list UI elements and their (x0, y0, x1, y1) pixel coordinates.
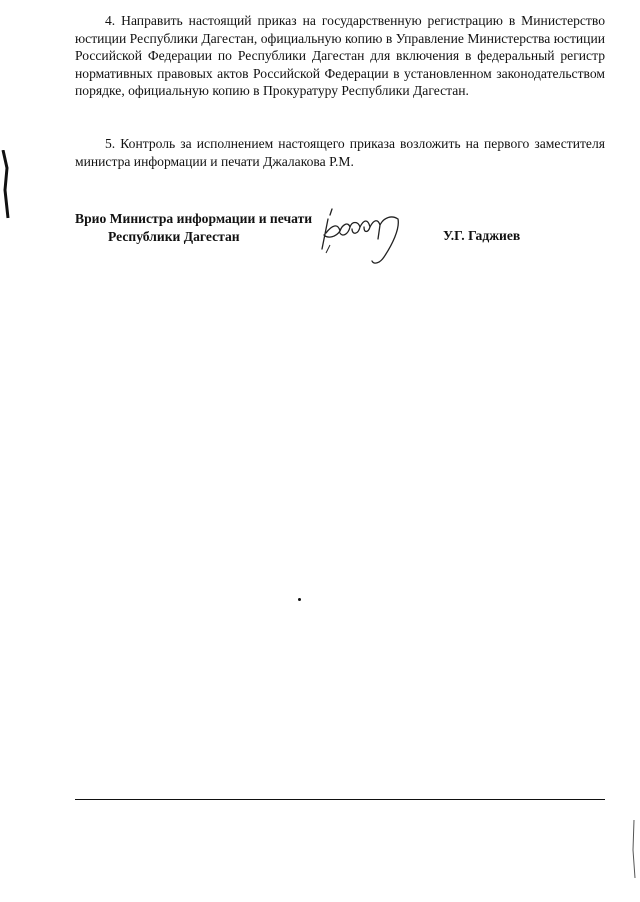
signatory-title-line2: Республики Дагестан (108, 228, 240, 244)
speck-dot (298, 598, 301, 601)
signatory-title (75, 210, 312, 245)
footer-divider (75, 799, 605, 800)
scan-edge-mark-right (628, 820, 640, 880)
handwritten-signature (318, 205, 408, 270)
signatory-name: У.Г. Гаджиев (443, 228, 521, 243)
paragraph-item-5: 5. Контроль за исполнением настоящего приказа возложить на первого заместителя министра информации и печати Джалакова Р.М. (75, 136, 605, 169)
signatory-title-line1: Врио Министра информации и печати (75, 211, 313, 226)
scan-edge-mark (0, 150, 14, 220)
paragraph-item-4: 4. Направить настоящий приказ на государственную регистрацию в Министерство юстиции Республики Дагестан, официальную копию в Управление Министерства юстиции Российской Федерации по Республики Дагестан для включения в федеральный регистр нормативных правовых актов Российской Федерации в установленном законодательством порядке, официальную копию в Прокуратуру Республики Дагестан. (75, 13, 605, 98)
